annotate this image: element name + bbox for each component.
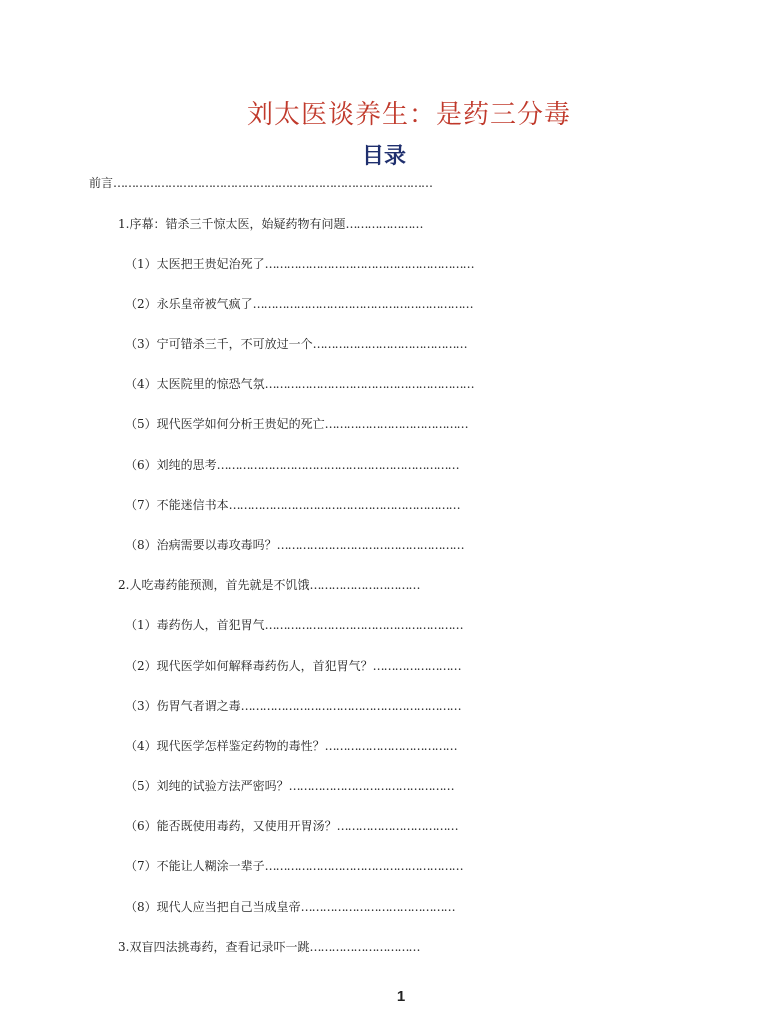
toc-entry[interactable]: （5）刘纯的试验方法严密吗？……………………………………… — [125, 779, 454, 793]
toc-heading: 目录 — [361, 143, 406, 169]
toc-entry[interactable]: （3）伤胃气者谓之毒…………………………………………………… — [125, 699, 461, 713]
toc-entry[interactable]: 前言…………………………………………………………………………… — [89, 176, 433, 190]
page-number: 1 — [396, 988, 406, 1005]
toc-entry[interactable]: 1.序幕：错杀三千惊太医，始疑药物有问题………………… — [118, 217, 423, 231]
toc-entry[interactable]: （6）刘纯的思考………………………………………………………… — [125, 458, 459, 472]
toc-entry[interactable]: （8）现代人应当把自己当成皇帝…………………………………… — [125, 900, 455, 914]
toc-entry[interactable]: （1）毒药伤人，首犯胃气……………………………………………… — [125, 618, 463, 632]
toc-entry[interactable]: （6）能否既使用毒药，又使用开胃汤？…………………………… — [125, 819, 458, 833]
toc-entry[interactable]: （5）现代医学如何分析王贵妃的死亡………………………………… — [125, 417, 468, 431]
toc-entry[interactable]: （8）治病需要以毒攻毒吗？…………………………………………… — [125, 538, 464, 552]
document-title: 刘太医谈养生：是药三分毒 — [246, 100, 571, 130]
toc-entry[interactable]: （4）太医院里的惊恐气氛………………………………………………… — [125, 377, 474, 391]
toc-entry[interactable]: （1）太医把王贵妃治死了………………………………………………… — [125, 257, 474, 271]
toc-entry[interactable]: （2）永乐皇帝被气疯了…………………………………………………… — [125, 297, 473, 311]
toc-entry[interactable]: （3）宁可错杀三千，不可放过一个…………………………………… — [125, 337, 467, 351]
toc-entry[interactable]: 2.人吃毒药能预测，首先就是不饥饿………………………… — [118, 578, 420, 592]
toc-entry[interactable]: （4）现代医学怎样鉴定药物的毒性？……………………………… — [125, 739, 457, 753]
toc-entry[interactable]: 3.双盲四法挑毒药，查看记录吓一跳………………………… — [118, 940, 420, 954]
toc-entry[interactable]: （7）不能让人糊涂一辈子……………………………………………… — [125, 859, 463, 873]
toc-entry[interactable]: （2）现代医学如何解释毒药伤人，首犯胃气？…………………… — [125, 659, 461, 673]
toc-entry[interactable]: （7）不能迷信书本……………………………………………………… — [125, 498, 460, 512]
